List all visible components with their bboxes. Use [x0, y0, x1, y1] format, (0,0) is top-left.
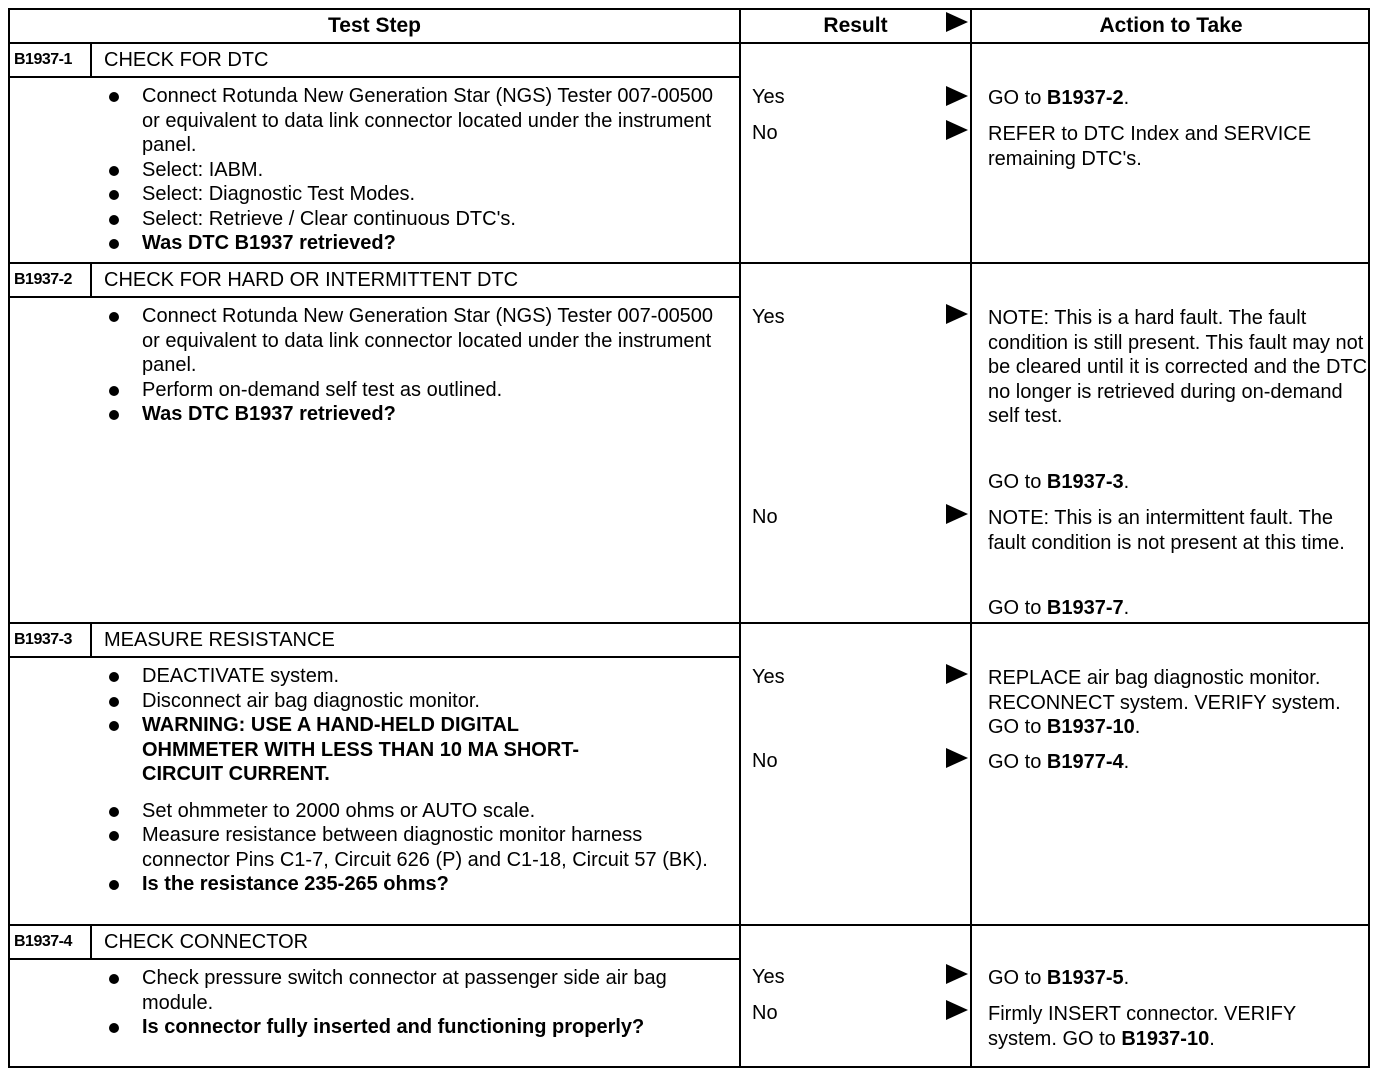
action-text: REPLACE air bag diagnostic monitor. RECONNECT system. VERIFY system. GO to B1937-10.: [988, 667, 1341, 738]
header-test-step: Test Step: [10, 10, 739, 44]
bullet-item: Was DTC B1937 retrieved?: [100, 402, 730, 427]
step-row-1: [10, 44, 739, 262]
bullet-item: Disconnect air bag diagnostic monitor.: [100, 689, 730, 714]
action-text: GO to B1937-5.: [988, 967, 1130, 989]
result-label: No: [752, 506, 778, 528]
step-header: [10, 926, 739, 960]
action-text: GO to B1977-4.: [988, 751, 1130, 773]
result-arrow-icon: [946, 120, 968, 140]
result-label: No: [752, 1002, 778, 1024]
step-title: CHECK CONNECTOR: [104, 930, 309, 953]
bullet-dot-icon: [109, 386, 119, 396]
result-label: Yes: [752, 86, 785, 108]
step-bullets: [100, 966, 730, 1040]
column-divider: [739, 10, 741, 1066]
result-label: Yes: [752, 666, 785, 688]
step-id: B1937-2: [10, 264, 92, 296]
bullet-dot-icon: [109, 672, 119, 682]
bullet-dot-icon: [109, 1023, 119, 1033]
bullet-dot-icon: [109, 410, 119, 420]
bullet-dot-icon: [109, 239, 119, 249]
bullet-dot-icon: [109, 190, 119, 200]
action-text: GO to B1937-3.: [988, 471, 1130, 493]
result-label: Yes: [752, 966, 785, 988]
bullet-item: WARNING: USE A HAND-HELD DIGITAL OHMMETER WITH LESS THAN 10 MA SHORT-CIRCUIT CURRENT.: [100, 713, 582, 787]
result-label: No: [752, 750, 778, 772]
bullet-item: Is connector fully inserted and functioning properly?: [100, 1015, 702, 1040]
step-title: CHECK FOR DTC: [104, 48, 269, 71]
bullet-item: Select: Retrieve / Clear continuous DTC's.: [100, 207, 730, 232]
result-arrow-icon: [946, 964, 968, 984]
bullet-dot-icon: [109, 831, 119, 841]
bullet-item: Was DTC B1937 retrieved?: [100, 231, 730, 256]
step-header: [10, 44, 739, 78]
step-id: B1937-3: [10, 624, 92, 656]
bullet-item: Is the resistance 235-265 ohms?: [100, 872, 730, 897]
step-bullets: [100, 84, 730, 256]
action-text: GO to B1937-2.: [988, 87, 1130, 109]
header-result: [741, 10, 970, 44]
header-result-label: Result: [823, 14, 888, 37]
result-label: Yes: [752, 306, 785, 328]
step-id: B1937-4: [10, 926, 92, 958]
header-arrow-icon: [946, 12, 968, 32]
diagnostic-table: [8, 8, 1370, 1068]
action-text: GO to B1937-7.: [988, 597, 1130, 619]
action-note: NOTE: This is an intermittent fault. The fault condition is not present at this time.: [988, 507, 1345, 554]
bullet-item: Connect Rotunda New Generation Star (NGS) Tester 007-00500 or equivalent to data link connector located under the instrument panel.: [100, 84, 730, 158]
step-title: MEASURE RESISTANCE: [104, 628, 335, 651]
bullet-dot-icon: [109, 807, 119, 817]
action-text: Firmly INSERT connector. VERIFY system. GO to B1937-10.: [988, 1003, 1296, 1050]
result-arrow-icon: [946, 664, 968, 684]
bullet-item: Measure resistance between diagnostic monitor harness connector Pins C1-7, Circuit 626 (P) and C1-18, Circuit 57 (BK).: [100, 823, 730, 872]
bullet-dot-icon: [109, 697, 119, 707]
result-arrow-icon: [946, 1000, 968, 1020]
result-arrow-icon: [946, 304, 968, 324]
bullet-dot-icon: [109, 880, 119, 890]
bullet-dot-icon: [109, 974, 119, 984]
result-arrow-icon: [946, 86, 968, 106]
result-arrow-icon: [946, 504, 968, 524]
step-bullets: [100, 664, 730, 897]
header-action: Action to Take: [972, 10, 1370, 44]
step-header: [10, 264, 739, 298]
bullet-item: Select: IABM.: [100, 158, 730, 183]
bullet-dot-icon: [109, 312, 119, 322]
bullet-dot-icon: [109, 166, 119, 176]
result-arrow-icon: [946, 748, 968, 768]
step-row-3: [10, 624, 739, 924]
step-title: CHECK FOR HARD OR INTERMITTENT DTC: [104, 268, 519, 291]
column-divider: [970, 10, 972, 1066]
action-text: REFER to DTC Index and SERVICE remaining DTC's.: [988, 123, 1312, 170]
bullet-item: Check pressure switch connector at passenger side air bag module.: [100, 966, 730, 1015]
bullet-item: Perform on-demand self test as outlined.: [100, 378, 730, 403]
bullet-item: Set ohmmeter to 2000 ohms or AUTO scale.: [100, 799, 730, 824]
bullet-item: DEACTIVATE system.: [100, 664, 730, 689]
bullet-item: Connect Rotunda New Generation Star (NGS) Tester 007-00500 or equivalent to data link connector located under the instrument panel.: [100, 304, 730, 378]
bullet-dot-icon: [109, 92, 119, 102]
action-note: NOTE: This is a hard fault. The fault condition is still present. This fault may not be cleared until it is corrected and the DTC no longer is retrieved during on-demand self test.: [988, 307, 1368, 427]
step-row-4: [10, 926, 739, 1066]
step-bullets: [100, 304, 730, 427]
step-id: B1937-1: [10, 44, 92, 76]
bullet-item: Select: Diagnostic Test Modes.: [100, 182, 730, 207]
step-header: [10, 624, 739, 658]
result-label: No: [752, 122, 778, 144]
bullet-dot-icon: [109, 215, 119, 225]
step-row-2: [10, 264, 739, 622]
bullet-dot-icon: [109, 721, 119, 731]
